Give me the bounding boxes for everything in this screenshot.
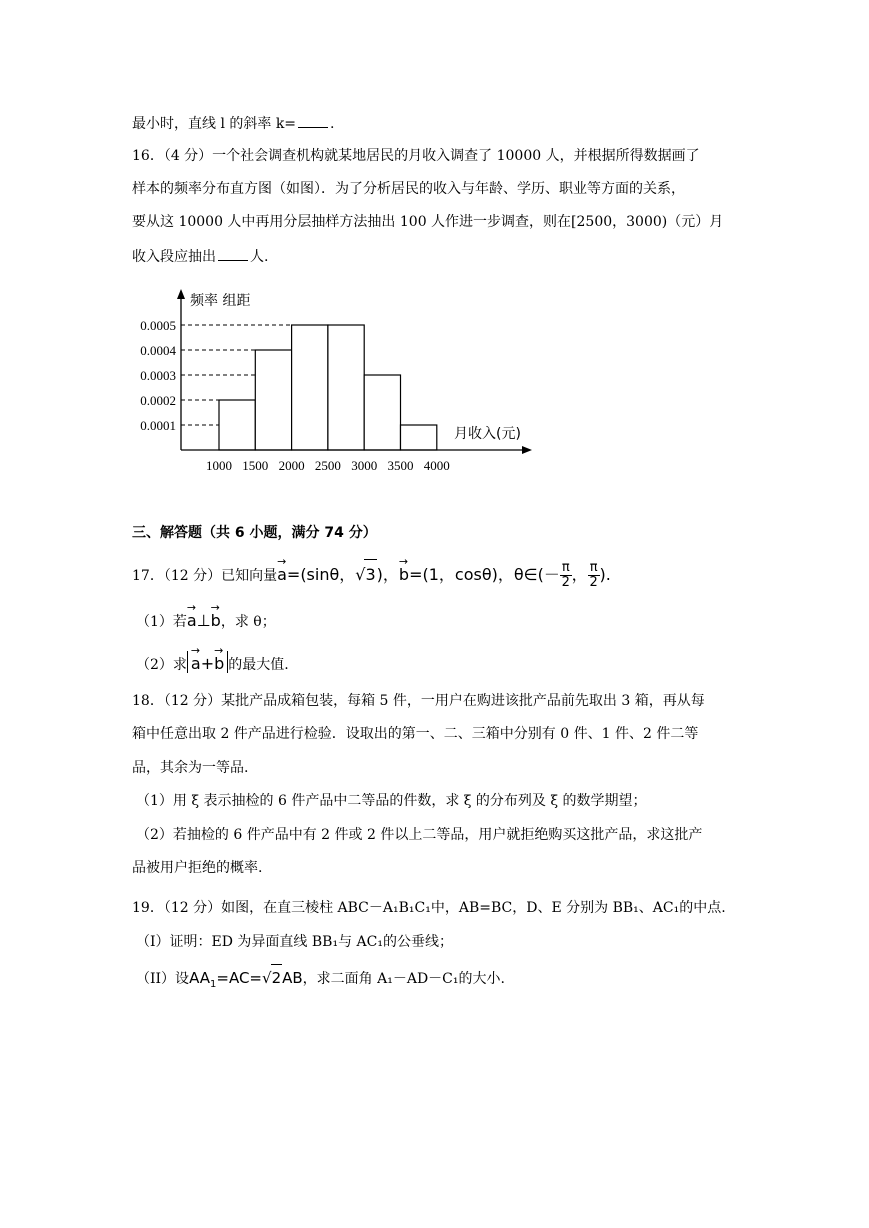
- histogram-bar-5: [401, 425, 437, 450]
- q18-part-2b: 品被用户拒绝的概率.: [132, 860, 263, 876]
- q18-line-1: 18．（12 分）某批产品成箱包装，每箱 5 件，一用户在购进该批产品前先取出 3 箱，再从每: [132, 693, 705, 709]
- q15-tail: 最小时，直线 l 的斜率 k= .: [132, 113, 335, 134]
- x-tick-label-4: 3000: [351, 458, 378, 473]
- q19-part-2: （II）设$AA_1=AC=√2AB$，求二面角 A₁－AD－C₁的大小.: [136, 964, 505, 998]
- y-tick-label-0: 0.0001: [140, 418, 176, 433]
- q17-part-2: （2）求→ a+→ b 的最大值.: [136, 651, 289, 675]
- x-tick-label-0: 1000: [206, 458, 232, 473]
- q16-line-4: 收入段应抽出 人.: [132, 246, 268, 267]
- x-tick-label-5: 3500: [387, 458, 414, 473]
- histogram-bar-2: [292, 325, 328, 450]
- q19-part-1: （I）证明：ED 为异面直线 BB₁与 AC₁的公垂线；: [136, 934, 453, 950]
- histogram-bar-0: [219, 400, 255, 450]
- frequency-histogram: [124, 285, 544, 485]
- x-tick-labels: [206, 458, 450, 473]
- q16-line-3: 要从这 10000 人中再用分层抽样方法抽出 100 人作进一步调查，则在[2500，3000)（元）月: [132, 214, 724, 230]
- histogram-bar-1: [255, 350, 291, 450]
- q18-line-3: 品，其余为一等品.: [132, 760, 249, 776]
- q16-line-2: 样本的频率分布直方图（如图）．为了分析居民的收入与年龄、学历、职业等方面的关系，: [132, 181, 685, 197]
- chart-bars: [219, 325, 437, 450]
- q18-line-2: 箱中任意出取 2 件产品进行检验．设取出的第一、二、三箱中分别有 0 件、1 件、2 件二等: [132, 726, 699, 742]
- y-tick-label-4: 0.0005: [140, 318, 176, 333]
- histogram-bar-4: [364, 375, 400, 450]
- x-axis-label: 月收入(元): [454, 426, 521, 442]
- histogram-bar-3: [328, 325, 364, 450]
- q19-stem: 19．（12 分）如图，在直三棱柱 ABC－A₁B₁C₁中，AB=BC，D、E 分别为 BB₁、AC₁的中点.: [132, 900, 726, 916]
- q18-part-1: （1）用 ξ 表示抽检的 6 件产品中二等品的件数，求 ξ 的分布列及 ξ 的数学期望；: [136, 793, 647, 809]
- x-tick-label-2: 2000: [278, 458, 305, 473]
- y-tick-label-2: 0.0003: [140, 368, 176, 383]
- answer-blank: [298, 113, 328, 128]
- y-tick-label-3: 0.0004: [140, 343, 176, 358]
- y-tick-label-1: 0.0002: [140, 393, 176, 408]
- answer-blank: [218, 246, 248, 261]
- x-tick-label-1: 1500: [242, 458, 269, 473]
- x-tick-label-3: 2500: [314, 458, 341, 473]
- x-tick-label-6: 4000: [423, 458, 450, 473]
- y-axis-label: 频率 组距: [190, 293, 251, 309]
- section-3-title: 三、解答题（共 6 小题，满分 74 分）: [132, 525, 377, 541]
- q18-part-2a: （2）若抽检的 6 件产品中有 2 件或 2 件以上二等品，用户就拒绝购买这批产品，求这批产: [136, 827, 703, 843]
- q17-part-1: （1）若→ a⊥→ b，求 θ；: [136, 607, 276, 632]
- y-tick-labels: [140, 318, 176, 433]
- q17-stem: 17．（12 分）已知向量→ a=(sinθ，√3)，→ b=(1，cosθ)，θ∈(－ $\frac{\pi}{2}$ ， $\frac{\pi}{2}$ ).: [132, 556, 611, 591]
- q16-line-1: 16．（4 分）一个社会调查机构就某地居民的月收入调查了 10000 人，并根据所得数据画了: [132, 148, 700, 164]
